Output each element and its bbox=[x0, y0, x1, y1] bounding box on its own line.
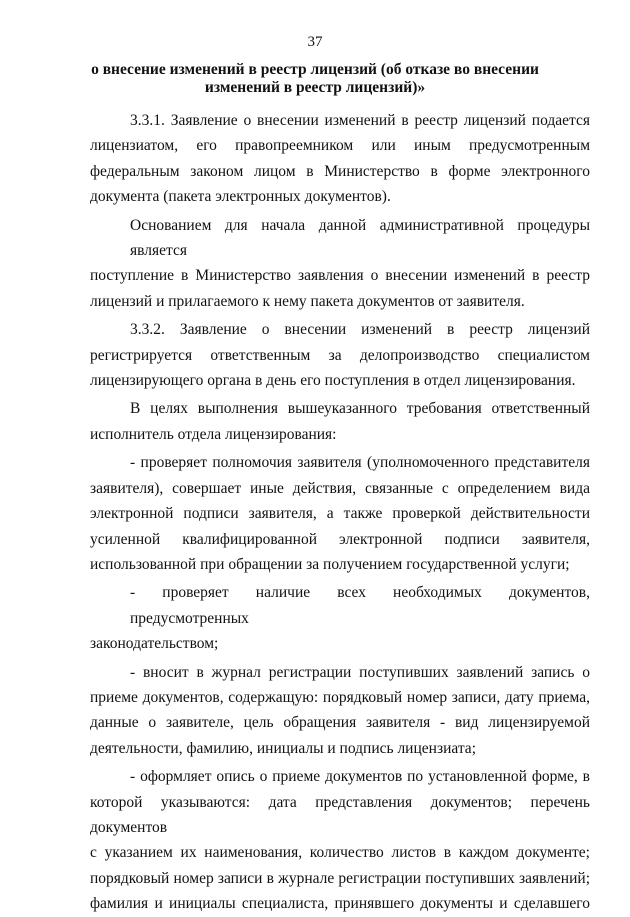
text-line: использованной при обращении за получением государственной услуги; bbox=[90, 555, 570, 573]
paragraph bbox=[90, 396, 590, 447]
text-line: В целях выполнения вышеуказанного требования ответственный bbox=[130, 400, 590, 418]
text-line: приеме документов, содержащую: порядковый номер записи, дату приема, bbox=[90, 688, 590, 706]
text-line: деятельности, фамилию, инициалы и подпись лицензиата; bbox=[90, 739, 476, 757]
list-item bbox=[90, 580, 590, 656]
text-line: Основанием для начала данной административной процедуры является bbox=[130, 216, 590, 260]
text-line: с указанием их наименования, количество листов в каждом документе; bbox=[90, 844, 590, 862]
text-line: поступление в Министерство заявления о внесении изменений в реестр bbox=[90, 267, 590, 285]
list-item bbox=[90, 450, 590, 577]
paragraph bbox=[90, 317, 590, 393]
text-line: законодательством; bbox=[90, 635, 219, 653]
text-line: 3.3.1. Заявление о внесении изменений в реестр лицензий подается bbox=[130, 112, 590, 129]
text-line: - оформляет опись о приеме документов по установленной форме, в bbox=[130, 768, 590, 786]
paragraph bbox=[90, 108, 590, 210]
list-item bbox=[90, 660, 590, 762]
text-line: исполнитель отдела лицензирования: bbox=[90, 425, 337, 443]
page-number: 37 bbox=[307, 34, 323, 50]
text-line: которой указываются: дата представления документов; перечень документов bbox=[90, 793, 590, 836]
text-line: федеральным законом лицом в Министерство в форме электронного bbox=[90, 162, 590, 180]
text-line: 3.3.2. Заявление о внесении изменений в реестр лицензий bbox=[130, 321, 590, 339]
text-line: данные о заявителе, цель обращения заявителя - вид лицензируемой bbox=[90, 714, 590, 732]
text-line: - проверяет наличие всех необходимых документов, предусмотренных bbox=[130, 584, 590, 627]
text-line: - проверяет полномочия заявителя (уполномоченного представителя bbox=[130, 454, 590, 472]
section-heading bbox=[80, 61, 550, 97]
text-line: документа (пакета электронных документов). bbox=[90, 188, 391, 206]
text-line: регистрируется ответственным за делопроизводство специалистом bbox=[90, 346, 590, 364]
document-body bbox=[90, 108, 590, 917]
section-heading-line: о внесение изменений в реестр лицензий (об отказе во внесении bbox=[91, 61, 539, 78]
paragraph bbox=[90, 213, 590, 315]
text-line: лицензиатом, его правопреемником или иным предусмотренным bbox=[90, 137, 590, 155]
text-line: лицензирующего органа в день его поступления в отдел лицензирования. bbox=[90, 372, 576, 390]
text-line: заявителя), совершает иные действия, связанные с определением вида bbox=[90, 479, 590, 497]
text-line: лицензий и прилагаемого к нему пакета документов от заявителя. bbox=[90, 292, 525, 310]
text-line: фамилия и инициалы специалиста, принявшего документы и сделавшего bbox=[90, 895, 590, 913]
list-item bbox=[90, 764, 590, 916]
section-heading-line: изменений в реестр лицензий)» bbox=[204, 79, 426, 96]
text-line: электронной подписи заявителя, а также проверкой действительности bbox=[90, 505, 590, 523]
text-line: - вносит в журнал регистрации поступивших заявлений запись о bbox=[130, 663, 590, 681]
text-line: порядковый номер записи в журнале регистрации поступивших заявлений; bbox=[90, 869, 590, 887]
text-line: усиленной квалифицированной электронной подписи заявителя, bbox=[90, 530, 590, 548]
